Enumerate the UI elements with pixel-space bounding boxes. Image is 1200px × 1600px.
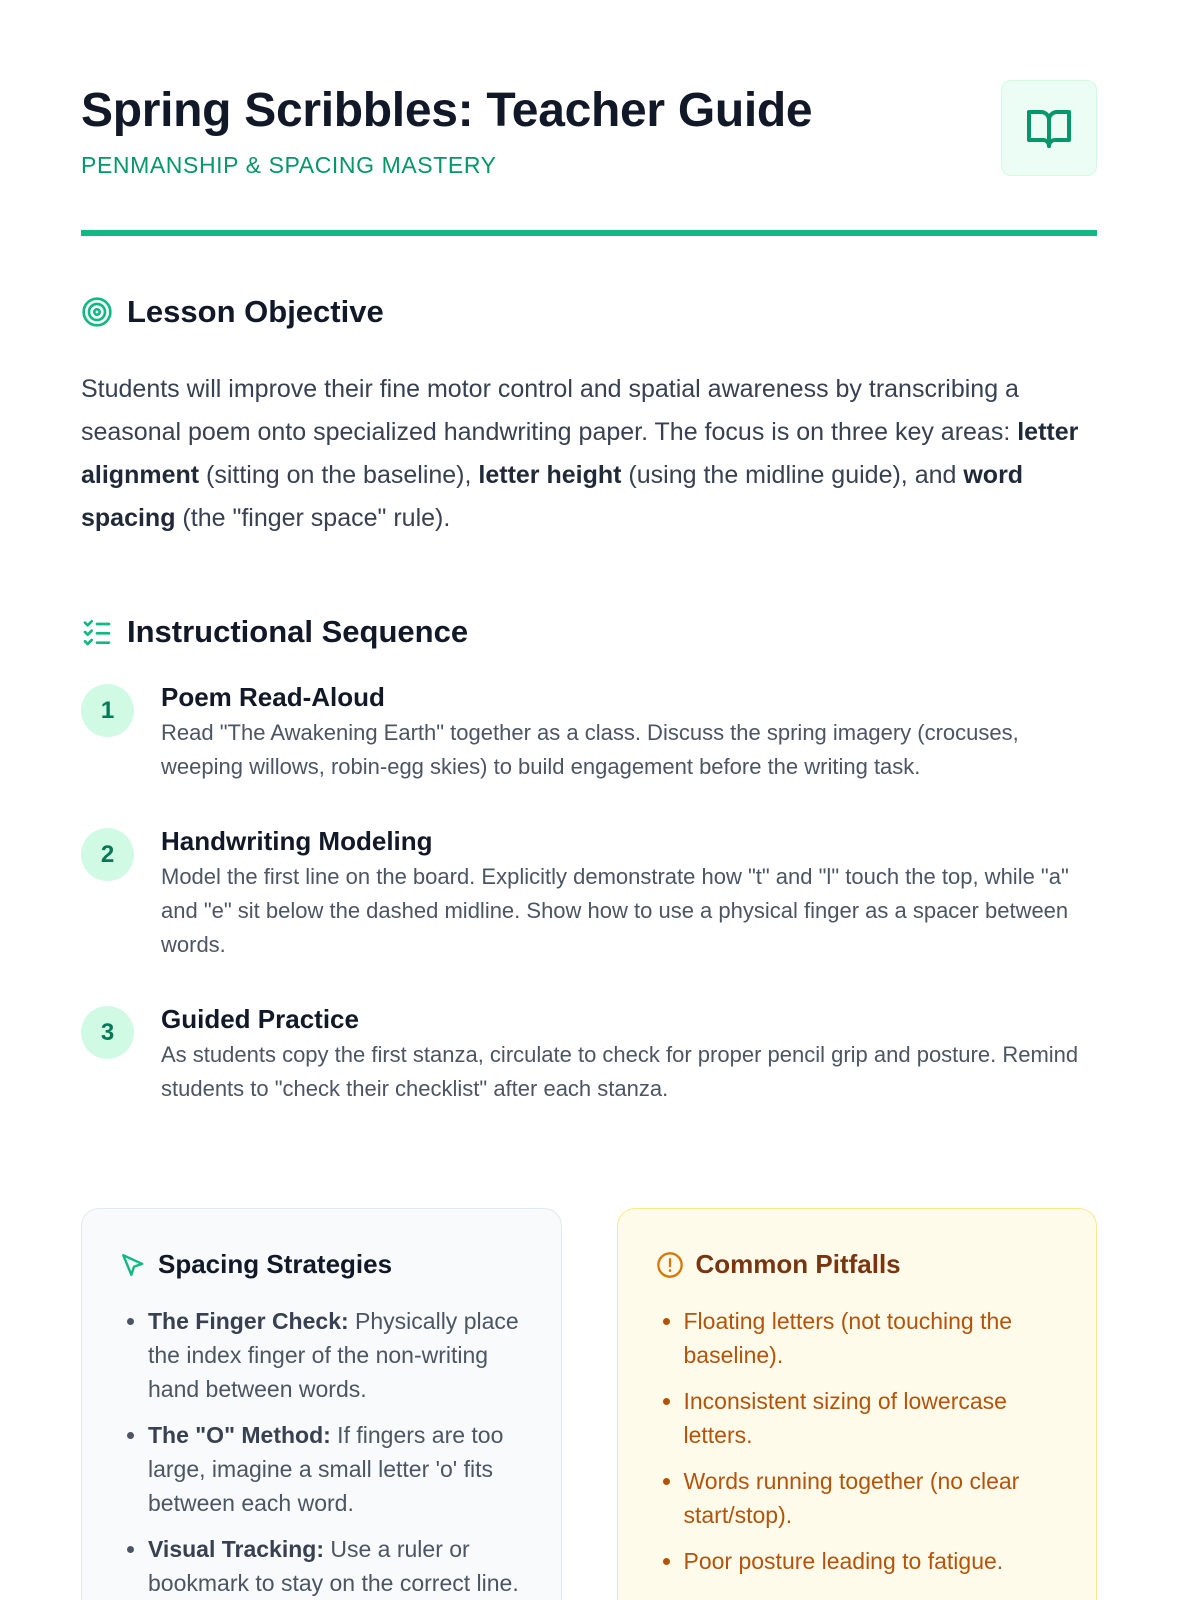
step-title: Handwriting Modeling: [161, 826, 433, 856]
objective-text-part: (sitting on the baseline),: [199, 461, 479, 489]
step-description: Read "The Awakening Earth" together as a class. Discuss the spring imagery (crocuses, weeping willows, robin-egg skies) to build engagement before the writing task.: [161, 720, 1019, 779]
strategy-text: Physically place the index finger of the non-writing hand between words.: [148, 1308, 519, 1402]
objective-heading: [81, 294, 1097, 330]
list-item: [148, 1304, 521, 1406]
spacing-list: [120, 1304, 521, 1600]
step-description: As students copy the first stanza, circulate to check for proper pencil grip and posture. Remind students to "check their checklist" after each stanza.: [161, 1042, 1079, 1101]
spacing-card-title: Spacing Strategies: [158, 1249, 393, 1279]
step-title: Guided Practice: [161, 1004, 359, 1034]
objective-section: [81, 294, 1097, 540]
sequence-title: Instructional Sequence: [127, 614, 469, 649]
list-item: • Inconsistent sizing of lowercase letters.: [684, 1384, 1057, 1452]
pitfalls-card-title: Common Pitfalls: [695, 1249, 901, 1279]
spacing-card-heading: [120, 1249, 521, 1280]
cursor-pointer-icon: [120, 1252, 146, 1278]
step-list: [81, 680, 1097, 1106]
list-item: • Words running together (no clear start/stop).: [684, 1464, 1057, 1532]
step-item: [81, 824, 1097, 962]
target-icon: [81, 296, 113, 328]
page-subtitle: PENMANSHIP & SPACING MASTERY: [81, 152, 497, 178]
step-number: 2: [81, 828, 134, 881]
step-number: 3: [81, 1006, 134, 1059]
step-number: 1: [81, 684, 134, 737]
list-item: • Poor posture leading to fatigue.: [684, 1544, 1057, 1578]
objective-title: Lesson Objective: [127, 294, 384, 329]
term-letter-alignment: letter alignment: [81, 418, 1079, 489]
list-item: • Floating letters (not touching the baseline).: [684, 1304, 1057, 1372]
objective-intro: Students will improve their fine motor control and spatial awareness by transcribing a seasonal poem onto specialized handwriting paper. The focus is on three key areas:: [81, 375, 1019, 446]
book-badge: [1001, 80, 1097, 176]
term-word-spacing: word spacing: [81, 461, 1024, 532]
page-header: [81, 0, 1097, 236]
step-title: Poem Read-Aloud: [161, 682, 385, 712]
strategy-label: The Finger Check:: [148, 1308, 349, 1334]
objective-text-part: (the "finger space" rule).: [175, 504, 451, 532]
common-pitfalls-card: [617, 1208, 1098, 1600]
step-description: Model the first line on the board. Explicitly demonstrate how "t" and "l" touch the top, while "a" and "e" sit below the dashed midline. Show how to use a physical finger as a spacer between words.: [161, 864, 1069, 957]
list-checks-icon: [81, 616, 113, 648]
list-item: [148, 1532, 521, 1600]
spacing-strategies-card: [81, 1208, 562, 1600]
strategy-text: Use a ruler or bookmark to stay on the correct line.: [148, 1536, 519, 1596]
step-item: [81, 1002, 1097, 1106]
strategy-label: Visual Tracking:: [148, 1536, 324, 1562]
term-letter-height: letter height: [478, 461, 622, 489]
sequence-section: [81, 614, 1097, 1106]
strategy-label: The "O" Method:: [148, 1422, 331, 1448]
sequence-heading: [81, 614, 1097, 650]
book-open-icon: [1023, 104, 1075, 152]
list-item: [148, 1418, 521, 1520]
objective-text: [81, 368, 1097, 540]
page-title: Spring Scribbles: Teacher Guide: [81, 84, 813, 137]
strategy-text: If fingers are too large, imagine a small letter 'o' fits between each word.: [148, 1422, 504, 1516]
objective-text-part: (using the midline guide), and: [621, 461, 964, 489]
step-item: [81, 680, 1097, 784]
alert-circle-icon: [656, 1251, 684, 1279]
tips-cards: [81, 1208, 1097, 1600]
pitfalls-list: [656, 1304, 1057, 1578]
pitfalls-card-heading: [656, 1249, 1057, 1280]
